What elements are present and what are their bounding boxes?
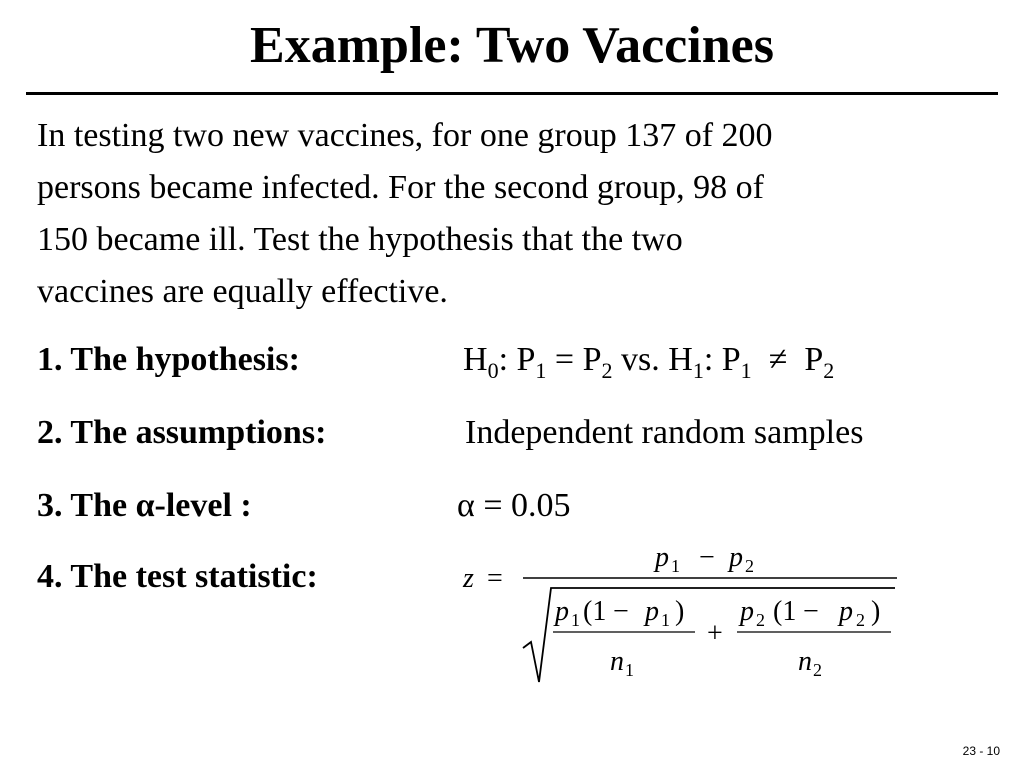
svg-text:n: n [610, 646, 624, 677]
svg-text:2: 2 [856, 610, 865, 630]
svg-text:1: 1 [671, 556, 680, 576]
svg-text:−: − [803, 596, 819, 627]
problem-line: In testing two new vaccines, for one group 137 of 200 [37, 117, 773, 154]
test-statistic-formula [455, 530, 905, 690]
title-divider [26, 92, 998, 95]
svg-text:p: p [555, 596, 569, 627]
problem-line: 150 became ill. Test the hypothesis that the two [37, 221, 683, 258]
svg-text:): ) [675, 596, 685, 627]
step-hypothesis-label: 1. The hypothesis: [37, 341, 300, 378]
svg-text:z: z [463, 563, 474, 594]
svg-text:(1: (1 [583, 596, 607, 627]
svg-text:=: = [487, 563, 503, 594]
svg-text:p: p [645, 596, 659, 627]
step-assumptions-value: Independent random samples [465, 414, 864, 451]
svg-text:p: p [655, 542, 669, 573]
problem-line: vaccines are equally effective. [37, 273, 448, 310]
svg-text:2: 2 [745, 556, 754, 576]
svg-text:+: + [707, 618, 723, 649]
svg-text:1: 1 [661, 610, 670, 630]
svg-text:2: 2 [813, 660, 822, 680]
svg-text:−: − [699, 542, 715, 573]
problem-statement [37, 110, 987, 318]
page-number: 23 - 10 [962, 744, 1000, 758]
step-statistic-label: 4. The test statistic: [37, 558, 318, 595]
svg-text:1: 1 [571, 610, 580, 630]
svg-text:(1: (1 [773, 596, 797, 627]
step-alpha-value: α = 0.05 [457, 487, 571, 524]
svg-text:): ) [871, 596, 881, 627]
slide-title: Example: Two Vaccines [250, 17, 774, 74]
svg-text:p: p [839, 596, 853, 627]
svg-text:p: p [740, 596, 754, 627]
svg-text:2: 2 [756, 610, 765, 630]
svg-text:−: − [613, 596, 629, 627]
step-hypothesis-value: $H_0$: $P_1 = P_2$ vs. $H_1$: $P_1 \ne P_2$ [463, 341, 835, 383]
svg-text:n: n [798, 646, 812, 677]
step-alpha-label: 3. The α-level : [37, 487, 252, 524]
step-assumptions-label: 2. The assumptions: [37, 414, 327, 451]
problem-line: persons became infected. For the second group, 98 of [37, 169, 764, 206]
svg-text:1: 1 [625, 660, 634, 680]
svg-text:p: p [729, 542, 743, 573]
